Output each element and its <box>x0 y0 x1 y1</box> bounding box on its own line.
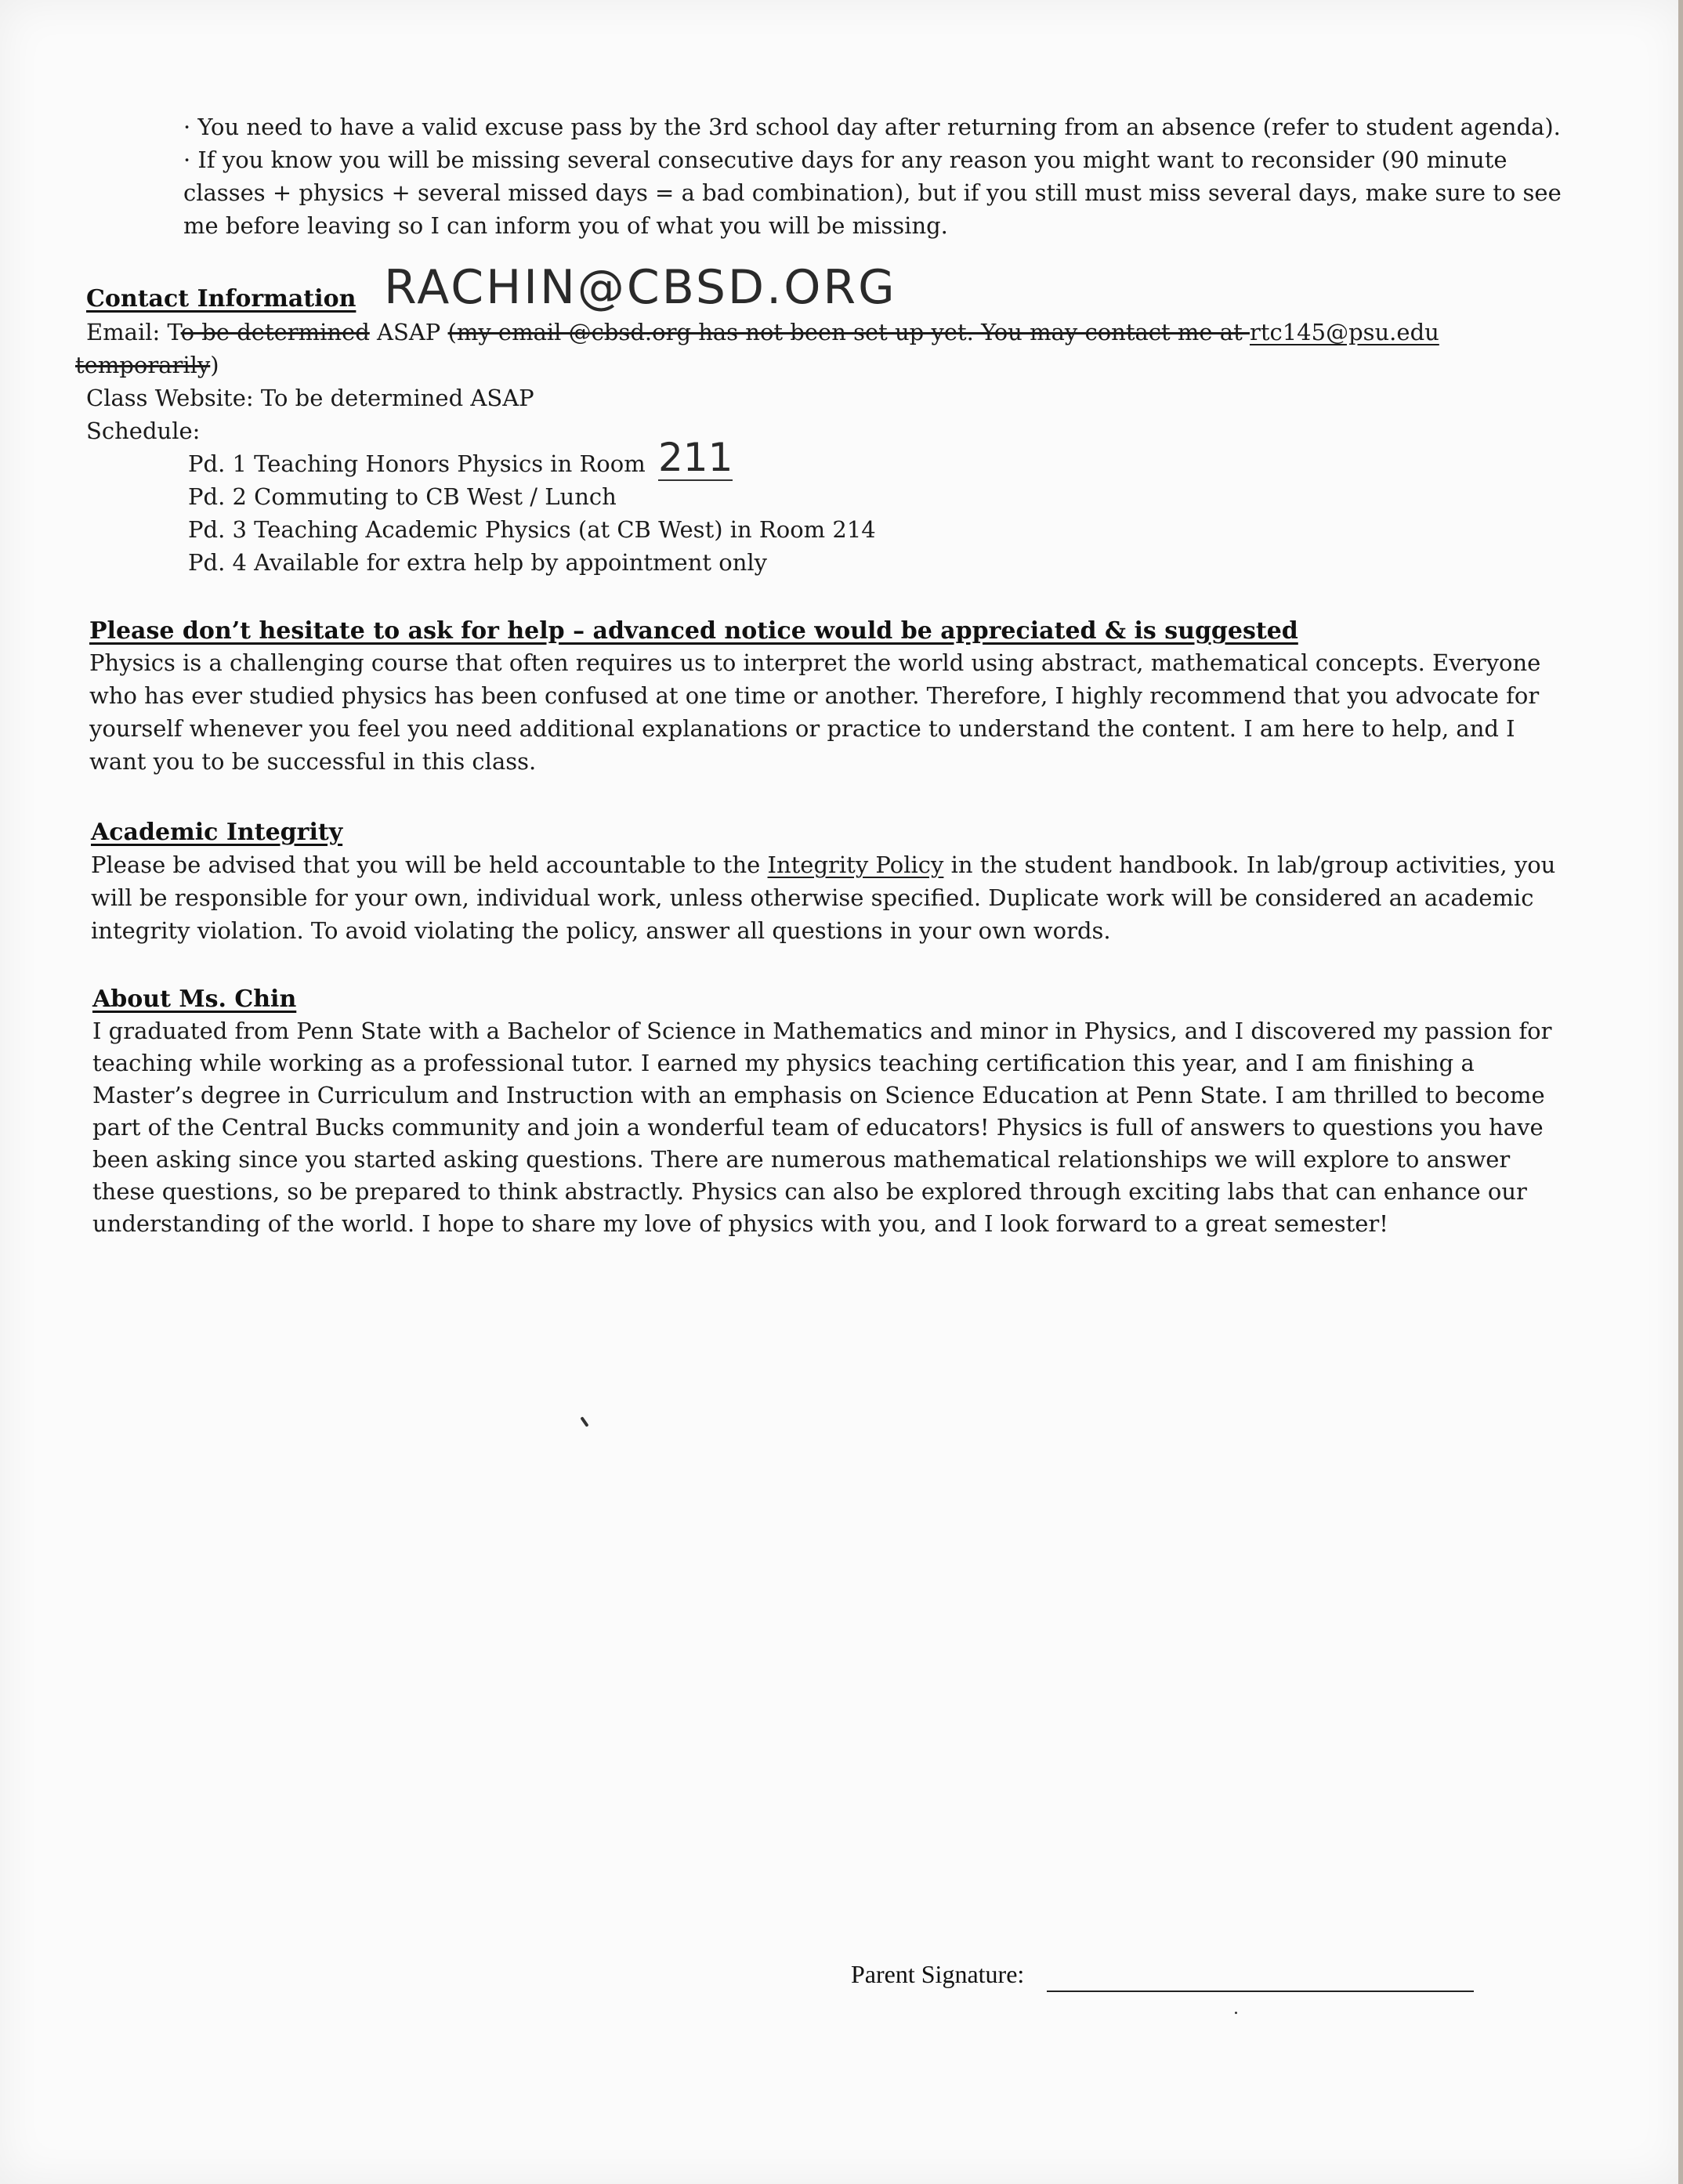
stray-pen-mark <box>580 1416 588 1427</box>
integrity-line-1 <box>91 849 1555 880</box>
integrity-policy-link[interactable]: Integrity Policy <box>767 852 944 878</box>
schedule-pd1-text: Pd. 1 Teaching Honors Physics in Room <box>188 450 646 477</box>
about-line-4: part of the Central Bucks community and join a wonderful team of educators! Physics is full of answers to questions you have <box>92 1114 1544 1141</box>
contact-heading: Contact Information <box>86 285 357 313</box>
email-struck-temporarily: temporarily <box>75 352 211 378</box>
schedule-label: Schedule: <box>86 418 201 444</box>
schedule-pd1 <box>188 448 646 479</box>
schedule-pd2: Pd. 2 Commuting to CB West / Lunch <box>188 483 617 510</box>
about-line-1: I graduated from Penn State with a Bachelor of Science in Mathematics and minor in Physics, and I discovered my passion for <box>92 1018 1552 1044</box>
bullet-missing-days-cont-2: me before leaving so I can inform you of what you will be missing. <box>183 212 948 239</box>
email-close-paren: ) <box>210 352 219 378</box>
about-line-6: these questions, so be prepared to think abstractly. Physics can also be explored through exciting labs that can enhance our <box>92 1178 1527 1205</box>
integrity-line-3: integrity violation. To avoid violating the policy, answer all questions in your own words. <box>91 917 1111 944</box>
bullet-missing-days-cont-1: classes + physics + several missed days = a bad combination), but if you still must miss several days, make sure to see <box>183 179 1562 206</box>
email-struck-note: (my email @cbsd.org has not been set up yet. You may contact me at <box>447 319 1250 345</box>
handwritten-room-number: 211 <box>658 435 733 480</box>
integrity-line-1-post: in the student handbook. In lab/group activities, you <box>943 852 1556 878</box>
about-heading: About Ms. Chin <box>92 985 297 1013</box>
help-line-4: want you to be successful in this class. <box>89 748 537 775</box>
paper-edge <box>1678 0 1683 2184</box>
bullet-excuse-pass: · You need to have a valid excuse pass by the 3rd school day after returning from an absence (refer to student agenda). <box>183 114 1561 140</box>
email-label: Email: T <box>86 319 181 345</box>
email-unstruck-text: ASAP <box>369 319 448 345</box>
about-line-5: been asking since you started asking questions. There are numerous mathematical relationships we will explore to answer <box>92 1146 1511 1173</box>
email-line <box>86 316 1439 348</box>
parent-signature-label: Parent Signature: <box>851 1960 1025 1988</box>
stray-dot <box>1235 2012 1237 2014</box>
handwritten-email: RACHIN@CBSD.ORG <box>384 260 897 315</box>
email-struck-text: o be determined <box>180 319 370 345</box>
schedule-pd4: Pd. 4 Available for extra help by appointment only <box>188 549 768 576</box>
parent-signature-line[interactable] <box>1047 1991 1474 1992</box>
about-line-3: Master’s degree in Curriculum and Instruction with an emphasis on Science Education at Penn State. I am thrilled to become <box>92 1082 1545 1108</box>
help-line-2: who has ever studied physics has been confused at one time or another. Therefore, I highly recommend that you advocate for <box>89 682 1540 709</box>
integrity-line-2: will be responsible for your own, individual work, unless otherwise specified. Duplicate work will be considered an academic <box>91 884 1534 911</box>
help-line-3: yourself whenever you feel you need additional explanations or practice to understand the content. I am here to help, and I <box>89 715 1515 742</box>
integrity-line-1-pre: Please be advised that you will be held accountable to the <box>91 852 768 878</box>
help-heading: Please don’t hesitate to ask for help – advanced notice would be appreciated & is suggested <box>89 617 1298 645</box>
bullet-missing-days: · If you know you will be missing several consecutive days for any reason you might want to reconsider (90 minute <box>183 146 1507 173</box>
about-line-7: understanding of the world. I hope to share my love of physics with you, and I look forward to a great semester! <box>92 1210 1388 1237</box>
email-line-cont <box>75 349 219 381</box>
schedule-pd3: Pd. 3 Teaching Academic Physics (at CB West) in Room 214 <box>188 516 876 543</box>
help-line-1: Physics is a challenging course that often requires us to interpret the world using abstract, mathematical concepts. Everyone <box>89 649 1541 676</box>
about-line-2: teaching while working as a professional tutor. I earned my physics teaching certification this year, and I am finishing a <box>92 1050 1475 1076</box>
class-website: Class Website: To be determined ASAP <box>86 385 534 411</box>
integrity-heading: Academic Integrity <box>91 819 343 846</box>
old-email-link[interactable]: rtc145@psu.edu <box>1249 319 1439 345</box>
